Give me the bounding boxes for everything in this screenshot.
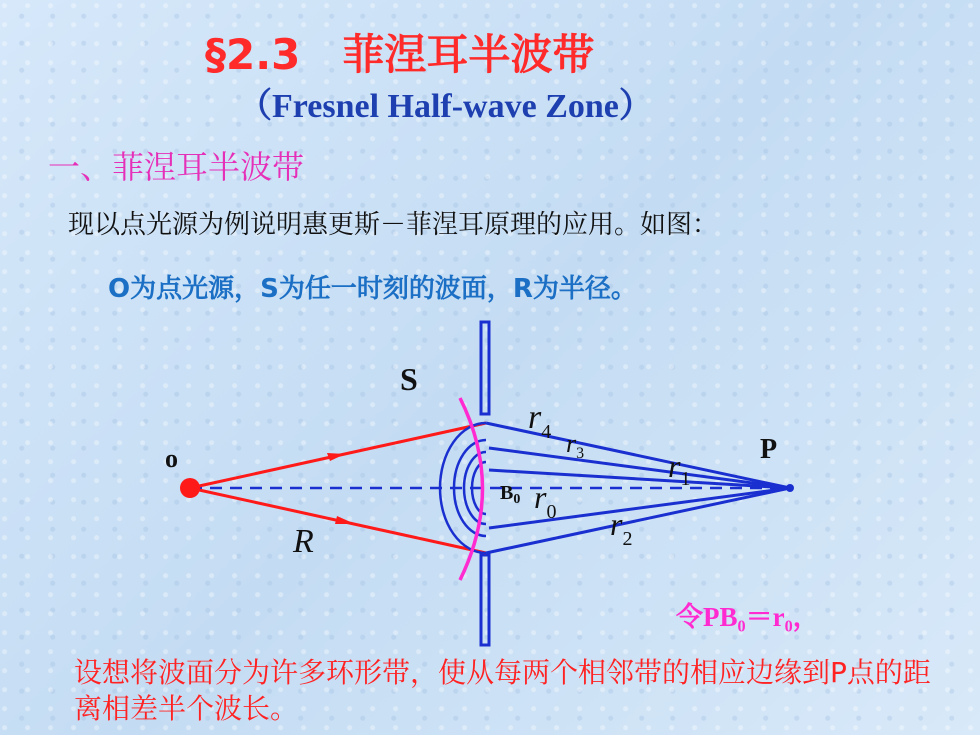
label-B0: $B_0$ bbox=[500, 482, 521, 507]
point-source bbox=[180, 478, 200, 498]
definition-text: O为点光源，S为任一时刻的波面，R为半径。 bbox=[108, 274, 637, 304]
ray-r2 bbox=[486, 488, 790, 553]
label-r0: $r_0$ bbox=[534, 479, 557, 523]
label-r1: $r_1$ bbox=[668, 448, 691, 490]
upper-screen bbox=[481, 322, 489, 414]
section-heading: 一、菲涅耳半波带 bbox=[48, 148, 305, 186]
slide-title: §2.3 菲涅耳半波带 bbox=[205, 30, 595, 79]
let-condition-text: 令PB₀＝r₀， bbox=[676, 602, 820, 632]
label-O: o bbox=[165, 444, 178, 473]
ray-upper-arrow bbox=[327, 453, 345, 461]
bottom-description: 设想将波面分为许多环形带，使从每两个相邻带的相应边缘到P点的距离相差半个波长。 bbox=[74, 656, 931, 725]
ray-lower-arrow bbox=[335, 516, 355, 524]
point-P bbox=[786, 484, 794, 492]
label-S: S bbox=[400, 361, 418, 397]
intro-text: 现以点光源为例说明惠更斯－菲涅耳原理的应用。如图： bbox=[68, 210, 719, 240]
label-r4: $r_4$ bbox=[528, 399, 552, 443]
label-r3: $r_3$ bbox=[566, 429, 585, 462]
lower-screen bbox=[481, 555, 489, 645]
label-P: P bbox=[760, 434, 778, 465]
slide-subtitle: （Fresnel Half-wave Zone） bbox=[238, 88, 653, 125]
label-r2: $r_2$ bbox=[610, 506, 633, 550]
label-R: R bbox=[293, 523, 314, 560]
